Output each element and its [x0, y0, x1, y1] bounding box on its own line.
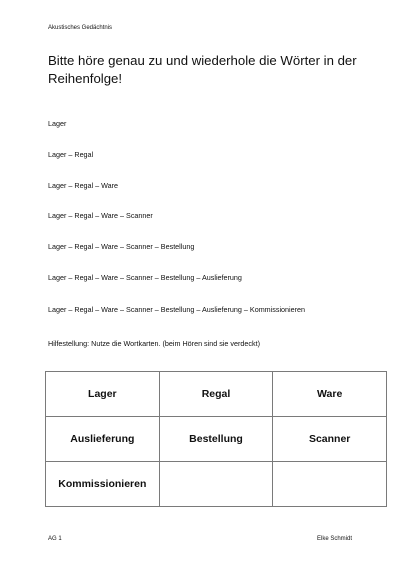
empty-card: [273, 462, 387, 507]
word-card: Auslieferung: [46, 417, 160, 462]
empty-card: [159, 462, 273, 507]
sequence-line-4: Lager – Regal – Ware – Scanner: [48, 211, 153, 220]
word-card: Scanner: [273, 417, 387, 462]
footer-right: Elke Schmidt: [316, 536, 352, 542]
word-card: Bestellung: [159, 417, 273, 462]
page-title: Bitte höre genau zu und wiederhole die Wörter in der Reihenfolge!: [48, 53, 357, 86]
sequence-line-3: Lager – Regal – Ware: [48, 181, 119, 190]
hint-text: Hilfestellung: Nutze die Wortkarten. (beim Hören sind sie verdeckt): [48, 339, 260, 348]
footer-left: AG 1: [48, 536, 62, 542]
header-label: Akustisches Gedächtnis: [48, 25, 113, 31]
word-card: Lager: [46, 372, 160, 417]
word-card: Regal: [159, 372, 273, 417]
card-row: [46, 462, 387, 507]
sequence-line-2: Lager – Regal: [48, 150, 94, 159]
sequence-line-7: Lager – Regal – Ware – Scanner – Bestellung – Auslieferung – Kommissionieren: [48, 305, 306, 314]
sequence-line-5: Lager – Regal – Ware – Scanner – Bestellung: [48, 242, 195, 251]
word-card-table: [45, 371, 387, 507]
sequence-line-6: Lager – Regal – Ware – Scanner – Bestellung – Auslieferung: [48, 273, 242, 282]
word-card: Ware: [273, 372, 387, 417]
sequence-line-1: Lager: [48, 119, 67, 128]
word-card: Kommissionieren: [46, 462, 160, 507]
card-row: [46, 372, 387, 417]
card-row: [46, 417, 387, 462]
